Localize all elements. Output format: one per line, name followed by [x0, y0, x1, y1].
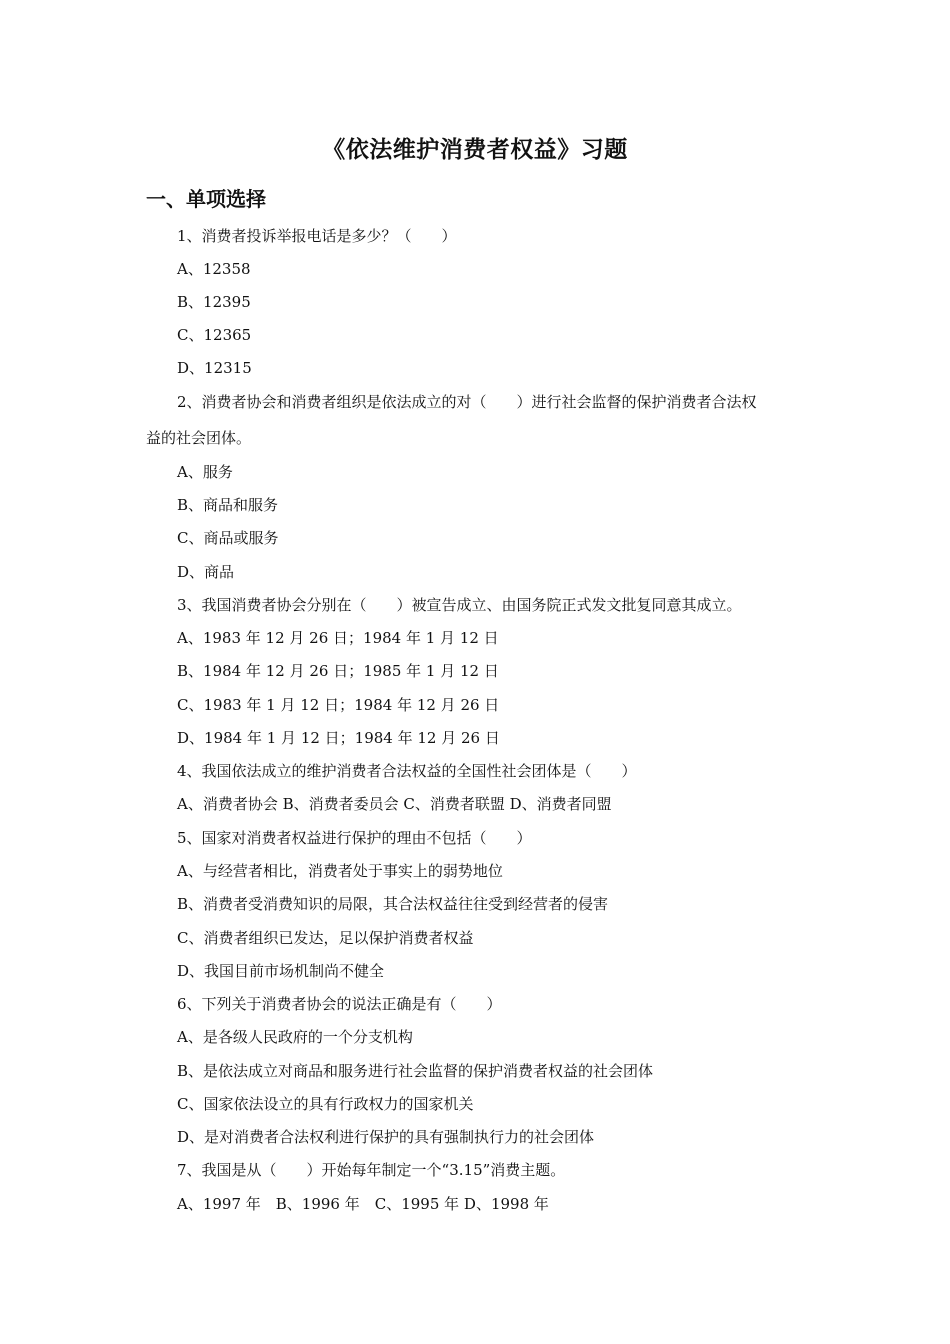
option-line: A、12358	[177, 260, 251, 278]
option-line: A、是各级人民政府的一个分支机构	[177, 1028, 413, 1046]
question-1: 1、消费者投诉举报电话是多少？（ ）	[177, 227, 457, 245]
question-5: 5、国家对消费者权益进行保护的理由不包括（ ）	[177, 829, 532, 847]
option-line: C、商品或服务	[177, 529, 279, 547]
question-2-continuation: 益的社会团体。	[146, 429, 252, 447]
option-line: C、12365	[177, 326, 252, 344]
option-line: B、12395	[177, 293, 251, 311]
option-line: A、1997 年 B、1996 年 C、1995 年 D、1998 年	[177, 1195, 549, 1213]
option-line: B、1984 年 12 月 26 日；1985 年 1 月 12 日	[177, 662, 499, 680]
option-line: D、商品	[177, 563, 235, 581]
option-line: B、是依法成立对商品和服务进行社会监督的保护消费者权益的社会团体	[177, 1062, 654, 1080]
option-line: D、我国目前市场机制尚不健全	[177, 962, 385, 980]
option-line: D、1984 年 1 月 12 日；1984 年 12 月 26 日	[177, 729, 500, 747]
option-line: C、1983 年 1 月 12 日；1984 年 12 月 26 日	[177, 696, 500, 714]
section-heading: 一、单项选择	[146, 187, 266, 211]
option-line: D、12315	[177, 359, 252, 377]
option-line: A、消费者协会 B、消费者委员会 C、消费者联盟 D、消费者同盟	[177, 795, 612, 813]
question-2: 2、消费者协会和消费者组织是依法成立的对（ ）进行社会监督的保护消费者合法权	[177, 393, 757, 411]
option-line: B、消费者受消费知识的局限，其合法权益往往受到经营者的侵害	[177, 895, 609, 913]
option-line: C、消费者组织已发达，足以保护消费者权益	[177, 929, 474, 947]
question-4: 4、我国依法成立的维护消费者合法权益的全国性社会团体是（ ）	[177, 762, 637, 780]
option-line: B、商品和服务	[177, 496, 279, 514]
question-6: 6、下列关于消费者协会的说法正确是有（ ）	[177, 995, 502, 1013]
document-title: 《依法维护消费者权益》习题	[322, 137, 628, 163]
option-line: C、国家依法设立的具有行政权力的国家机关	[177, 1095, 474, 1113]
option-line: A、服务	[177, 463, 233, 481]
option-line: A、与经营者相比，消费者处于事实上的弱势地位	[177, 862, 503, 880]
option-line: D、是对消费者合法权利进行保护的具有强制执行力的社会团体	[177, 1128, 595, 1146]
option-line: A、1983 年 12 月 26 日；1984 年 1 月 12 日	[177, 629, 499, 647]
question-7: 7、我国是从（ ）开始每年制定一个“3.15”消费主题。	[177, 1161, 566, 1179]
question-3: 3、我国消费者协会分别在（ ）被宣告成立、由国务院正式发文批复同意其成立。	[177, 596, 742, 614]
